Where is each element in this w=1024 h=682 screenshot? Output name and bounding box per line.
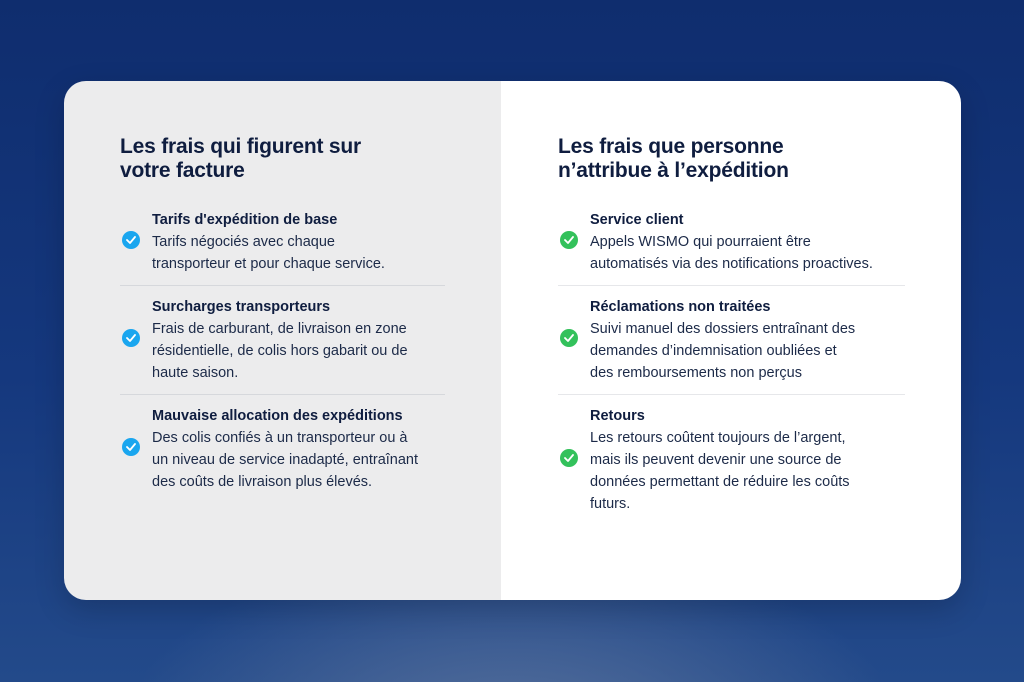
check-circle-icon <box>560 329 578 347</box>
item-description <box>152 318 445 384</box>
invoice-fees-panel <box>64 81 501 600</box>
divider <box>120 285 445 286</box>
title-line: votre facture <box>120 159 245 182</box>
desc-line: Appels WISMO qui pourraient être <box>590 234 811 250</box>
check-circle-icon <box>560 449 578 467</box>
desc-line: transporteur et pour chaque service. <box>152 256 385 272</box>
item-description <box>152 427 445 493</box>
list-item <box>120 209 445 275</box>
desc-line: des remboursements non perçus <box>590 365 802 381</box>
desc-line: demandes d’indemnisation oubliées et <box>590 343 837 359</box>
desc-line: données permettant de réduire les coûts <box>590 474 850 490</box>
list-item <box>120 296 445 384</box>
item-title: Mauvaise allocation des expéditions <box>152 408 403 424</box>
list-item <box>558 209 905 275</box>
title-line: Les frais que personne <box>558 135 784 158</box>
comparison-card <box>64 81 961 600</box>
item-title: Retours <box>590 408 645 424</box>
list-item <box>558 296 905 384</box>
check-circle-icon <box>560 231 578 249</box>
item-description <box>590 427 905 515</box>
desc-line: Suivi manuel des dossiers entraînant des <box>590 321 856 337</box>
check-circle-icon <box>122 231 140 249</box>
title-line: Les frais qui figurent sur <box>120 135 362 158</box>
divider <box>120 394 445 395</box>
item-title: Surcharges transporteurs <box>152 299 331 315</box>
desc-line: des coûts de livraison plus élevés. <box>152 474 373 490</box>
divider <box>558 285 905 286</box>
item-title: Réclamations non traitées <box>590 299 771 315</box>
hidden-fees-title <box>558 135 905 183</box>
desc-line: haute saison. <box>152 365 239 381</box>
check-circle-icon <box>122 438 140 456</box>
item-description <box>152 231 445 275</box>
title-line: n’attribue à l’expédition <box>558 159 789 182</box>
desc-line: futurs. <box>590 496 631 512</box>
item-description <box>590 318 905 384</box>
list-item <box>120 405 445 493</box>
desc-line: un niveau de service inadapté, entraînant <box>152 452 419 468</box>
desc-line: Frais de carburant, de livraison en zone <box>152 321 407 337</box>
desc-line: Les retours coûtent toujours de l’argent, <box>590 430 846 446</box>
desc-line: Tarifs négociés avec chaque <box>152 234 335 250</box>
desc-line: automatisés via des notifications proactives. <box>590 256 873 272</box>
invoice-fees-title <box>120 135 445 183</box>
check-circle-icon <box>122 329 140 347</box>
desc-line: Des colis confiés à un transporteur ou à <box>152 430 408 446</box>
divider <box>558 394 905 395</box>
desc-line: résidentielle, de colis hors gabarit ou de <box>152 343 408 359</box>
list-item <box>558 405 905 515</box>
item-title: Tarifs d'expédition de base <box>152 212 338 228</box>
item-title: Service client <box>590 212 684 228</box>
item-description <box>590 231 905 275</box>
hidden-fees-panel <box>501 81 961 600</box>
desc-line: mais ils peuvent devenir une source de <box>590 452 842 468</box>
